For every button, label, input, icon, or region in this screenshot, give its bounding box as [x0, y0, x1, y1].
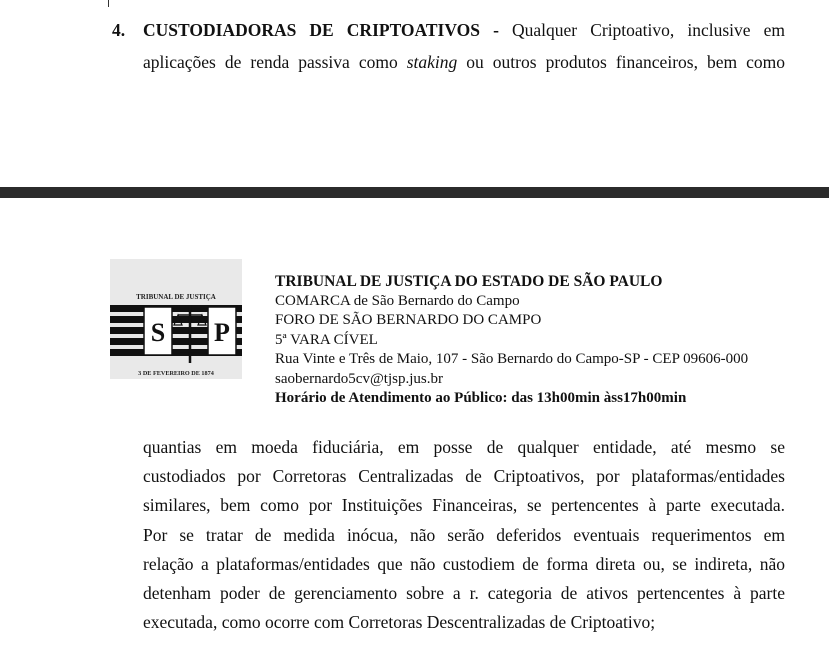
logo-letter-p: P — [214, 318, 230, 347]
address-line: Rua Vinte e Três de Maio, 107 - São Bernardo do Campo-SP - CEP 09606-000 — [275, 351, 749, 367]
body-line: detenham poder de gerenciamento sobre a r. categoria de ativos pertencentes à parte — [143, 583, 785, 604]
tjsp-coat-of-arms-logo — [110, 259, 242, 379]
item-heading: CUSTODIADORAS DE CRIPTOATIVOS - — [143, 20, 499, 40]
item-4-line-2 — [143, 46, 785, 78]
item-line-2-pre: aplicações de renda passiva como — [143, 52, 398, 72]
body-line: similares, bem como por Instituições Financeiras, se pertencentes à parte executada. — [143, 495, 785, 516]
body-line: Por se tratar de medida inócua, não serão deferidos eventuais requerimentos em — [143, 524, 785, 545]
comarca-line: COMARCA de São Bernardo do Campo — [275, 292, 520, 309]
body-line: quantias em moeda fiduciária, em posse de qualquer entidade, até mesmo se — [143, 437, 785, 457]
body-line: custodiados por Corretoras Centralizadas de Criptoativos, por plataformas/entidades — [143, 466, 785, 487]
body-paragraph — [143, 433, 785, 637]
item-number: 4. — [112, 20, 126, 40]
court-name: TRIBUNAL DE JUSTIÇA DO ESTADO DE SÃO PAULO — [275, 273, 663, 290]
item-line-1-text: Qualquer Criptoativo, inclusive em — [512, 20, 786, 40]
item-line-2-italic: staking — [406, 52, 458, 72]
logo-bottom-text: 3 DE FEVEREIRO DE 1874 — [138, 370, 214, 377]
body-line: relação a plataformas/entidades que não custodiem de forma direta ou, se indireta, não — [143, 553, 785, 574]
page-break-divider — [0, 187, 829, 198]
item-4-line-1 — [112, 14, 785, 46]
email-line: saobernardo5cv@tjsp.jus.br — [275, 370, 443, 387]
logo-top-text: TRIBUNAL DE JUSTIÇA — [136, 293, 216, 301]
vara-line: 5ª VARA CÍVEL — [275, 331, 378, 348]
previous-page-fragment — [0, 0, 829, 187]
logo-letter-s: S — [150, 318, 166, 347]
public-hours-line: Horário de Atendimento ao Público: das 13h00min àss17h00min — [275, 390, 687, 406]
court-header — [275, 272, 748, 409]
body-line: executada, como ocorre com Corretoras Descentralizadas de Criptoativo; — [143, 612, 656, 633]
item-line-2-post: ou outros produtos financeiros, bem como — [466, 52, 785, 72]
foro-line: FORO DE SÃO BERNARDO DO CAMPO — [275, 312, 542, 328]
page-edge-mark — [108, 0, 109, 7]
